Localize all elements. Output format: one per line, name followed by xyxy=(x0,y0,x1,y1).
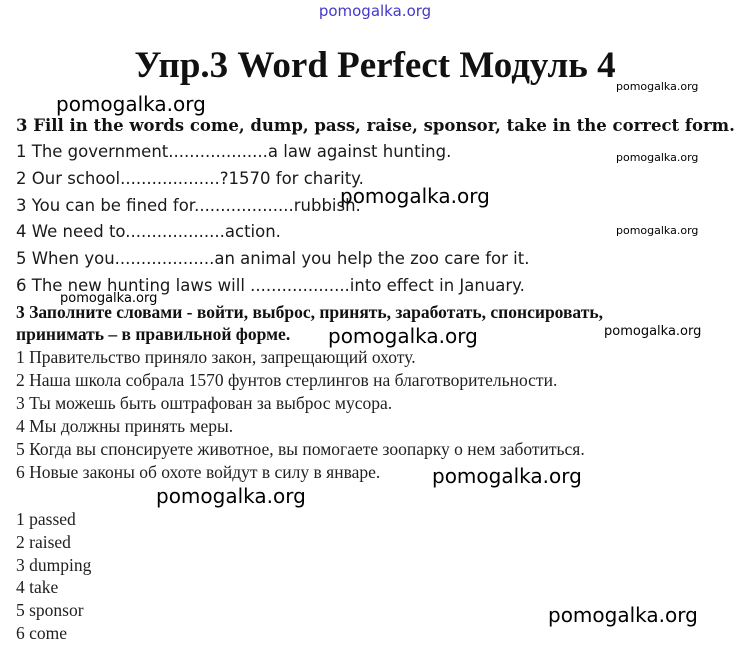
exercise-ru-sentence: 1 Правительство приняло закон, запрещающий охоту. xyxy=(16,347,416,367)
exercise-ru-sentence: 3 Ты можешь быть оштрафован за выброс мусора. xyxy=(16,393,393,413)
exercise-en-sentence: 4 We need to...................action. xyxy=(16,222,281,241)
answer-item: 4 take xyxy=(16,577,59,597)
answer-item: 1 passed xyxy=(16,509,76,529)
exercise-ru-sentence: 6 Новые законы об охоте войдут в силу в январе. xyxy=(16,462,381,482)
exercise-ru-sentence: 5 Когда вы спонсируете животное, вы помогаете зоопарку о нем заботиться. xyxy=(16,439,585,459)
watermark: pomogalka.org xyxy=(60,291,158,306)
exercise-ru-task: принимать – в правильной форме. xyxy=(16,324,291,344)
watermark: pomogalka.org xyxy=(156,484,306,508)
answer-item: 5 sponsor xyxy=(16,600,84,620)
exercise-en-task: 3 Fill in the words come, dump, pass, raise, sponsor, take in the correct form. xyxy=(16,116,735,135)
site-link[interactable]: pomogalka.org xyxy=(318,2,432,20)
exercise-en-sentence: 6 The new hunting laws will ...................into effect in January. xyxy=(16,276,525,295)
watermark: pomogalka.org xyxy=(432,464,582,488)
exercise-en-sentence: 3 You can be fined for...................rubbish. xyxy=(16,196,361,215)
watermark: pomogalka.org xyxy=(616,80,699,93)
answer-item: 6 come xyxy=(16,623,68,643)
answer-item: 2 raised xyxy=(16,532,71,552)
watermark: pomogalka.org xyxy=(328,324,478,348)
watermark: pomogalka.org xyxy=(340,184,490,208)
watermark: pomogalka.org xyxy=(616,224,699,237)
page-title: Упр.3 Word Perfect Модуль 4 xyxy=(134,45,616,86)
exercise-en-sentence: 2 Our school...................?1570 for charity. xyxy=(16,169,364,188)
watermark: pomogalka.org xyxy=(56,92,206,116)
exercise-ru-sentence: 2 Наша школа собрала 1570 фунтов стерлингов на благотворительности. xyxy=(16,370,558,390)
exercise-en-sentence: 1 The government...................a law against hunting. xyxy=(16,142,452,161)
exercise-ru-sentence: 4 Мы должны принять меры. xyxy=(16,416,234,436)
exercise-ru-task: 3 Заполните словами - войти, выброс, принять, заработать, спонсировать, xyxy=(16,302,603,322)
exercise-en-sentence: 5 When you...................an animal you help the zoo care for it. xyxy=(16,249,530,268)
watermark: pomogalka.org xyxy=(616,151,699,164)
watermark: pomogalka.org xyxy=(548,603,698,627)
answer-item: 3 dumping xyxy=(16,555,92,575)
watermark: pomogalka.org xyxy=(604,324,702,339)
